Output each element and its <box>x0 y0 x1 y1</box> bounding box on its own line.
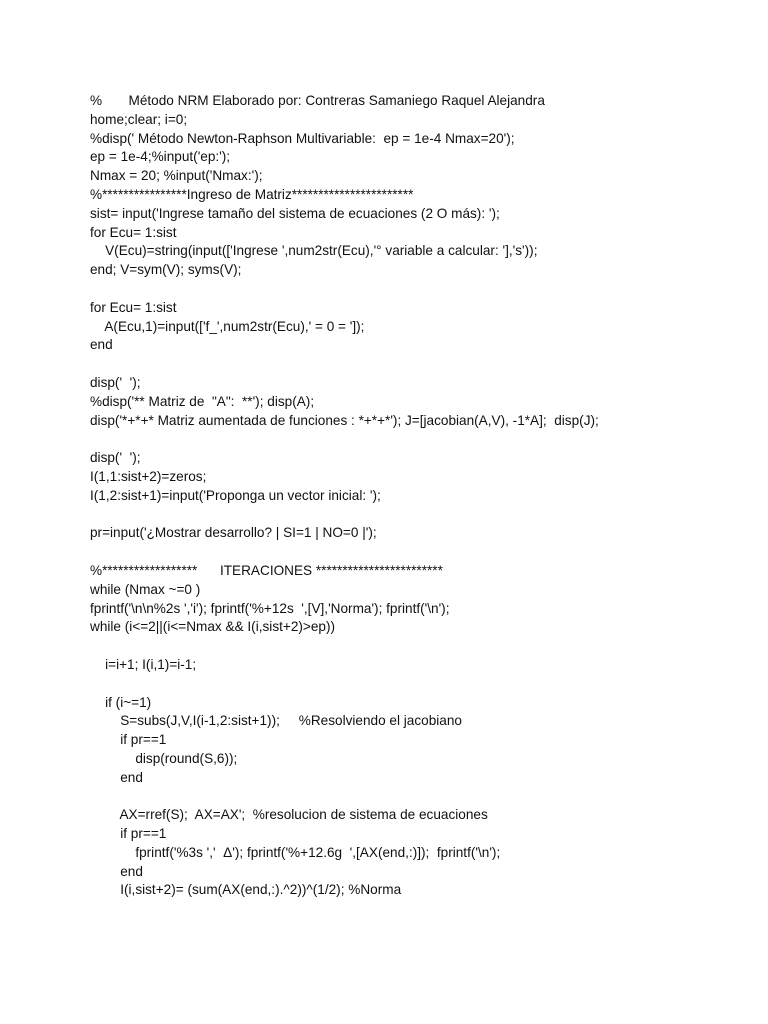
code-line <box>90 675 740 694</box>
code-line: %disp(' Método Newton-Raphson Multivariable: ep = 1e-4 Nmax=20'); <box>90 130 515 146</box>
code-line: ep = 1e-4;%input('ep:'); <box>90 149 231 165</box>
code-line: end; V=sym(V); syms(V); <box>90 262 242 278</box>
code-line <box>90 355 740 374</box>
code-line <box>90 637 740 656</box>
code-line: sist= input('Ingrese tamaño del sistema de ecuaciones (2 O más): '); <box>90 205 500 221</box>
code-line: end <box>90 863 143 879</box>
code-line: disp('*+*+* Matriz aumentada de funciones : *+*+*'); J=[jacobian(A,V), -1*A]; disp(J); <box>90 412 599 428</box>
code-line: pr=input('¿Mostrar desarrollo? | SI=1 | NO=0 |'); <box>90 525 377 541</box>
code-line: home;clear; i=0; <box>90 111 188 127</box>
code-line: %disp('** Matriz de "A": **'); disp(A); <box>90 393 315 409</box>
code-line: I(1,2:sist+1)=input('Proponga un vector inicial: '); <box>90 487 381 503</box>
code-line: disp(round(S,6)); <box>90 750 238 766</box>
code-line: fprintf('\n\n%2s ','i'); fprintf('%+12s ',[V],'Norma'); fprintf('\n'); <box>90 600 450 616</box>
code-line: Nmax = 20; %input('Nmax:'); <box>90 168 263 184</box>
code-line: I(i,sist+2)= (sum(AX(end,:).^2))^(1/2); %Norma <box>90 882 402 898</box>
code-line: if pr==1 <box>90 826 167 842</box>
code-line <box>90 280 740 299</box>
code-line <box>90 543 740 562</box>
code-line: i=i+1; I(i,1)=i-1; <box>90 656 197 672</box>
code-line: end <box>90 337 113 353</box>
code-line: % Método NRM Elaborado por: Contreras Samaniego Raquel Alejandra <box>90 93 545 108</box>
code-line: while (i<=2||(i<=Nmax && I(i,sist+2)>ep)) <box>90 619 336 635</box>
code-listing <box>90 92 740 900</box>
code-line: disp(' '); <box>90 450 141 466</box>
code-line <box>90 787 740 806</box>
code-line: S=subs(J,V,I(i-1,2:sist+1)); %Resolviendo el jacobiano <box>90 713 462 729</box>
code-line: AX=rref(S); AX=AX'; %resolucion de sistema de ecuaciones <box>90 807 488 823</box>
code-line: if (i~=1) <box>90 694 152 710</box>
code-line: V(Ecu)=string(input(['Ingrese ',num2str(Ecu),'° variable a calcular: '],'s')); <box>90 243 538 259</box>
code-line: for Ecu= 1:sist <box>90 299 177 315</box>
code-line: I(1,1:sist+2)=zeros; <box>90 468 207 484</box>
code-line <box>90 430 740 449</box>
code-line: %****************** ITERACIONES ************************ <box>90 562 443 578</box>
code-line: A(Ecu,1)=input(['f_',num2str(Ecu),' = 0 = ']); <box>90 318 365 334</box>
code-line: disp(' '); <box>90 374 141 390</box>
code-line: fprintf('%3s ',' Δ'); fprintf('%+12.6g ',[AX(end,:)]); fprintf('\n'); <box>90 844 501 860</box>
code-line: while (Nmax ~=0 ) <box>90 581 201 597</box>
code-line: if pr==1 <box>90 732 167 748</box>
code-line: end <box>90 769 143 785</box>
code-line: for Ecu= 1:sist <box>90 224 177 240</box>
code-line: %****************Ingreso de Matriz*********************** <box>90 186 414 202</box>
code-line <box>90 506 740 525</box>
